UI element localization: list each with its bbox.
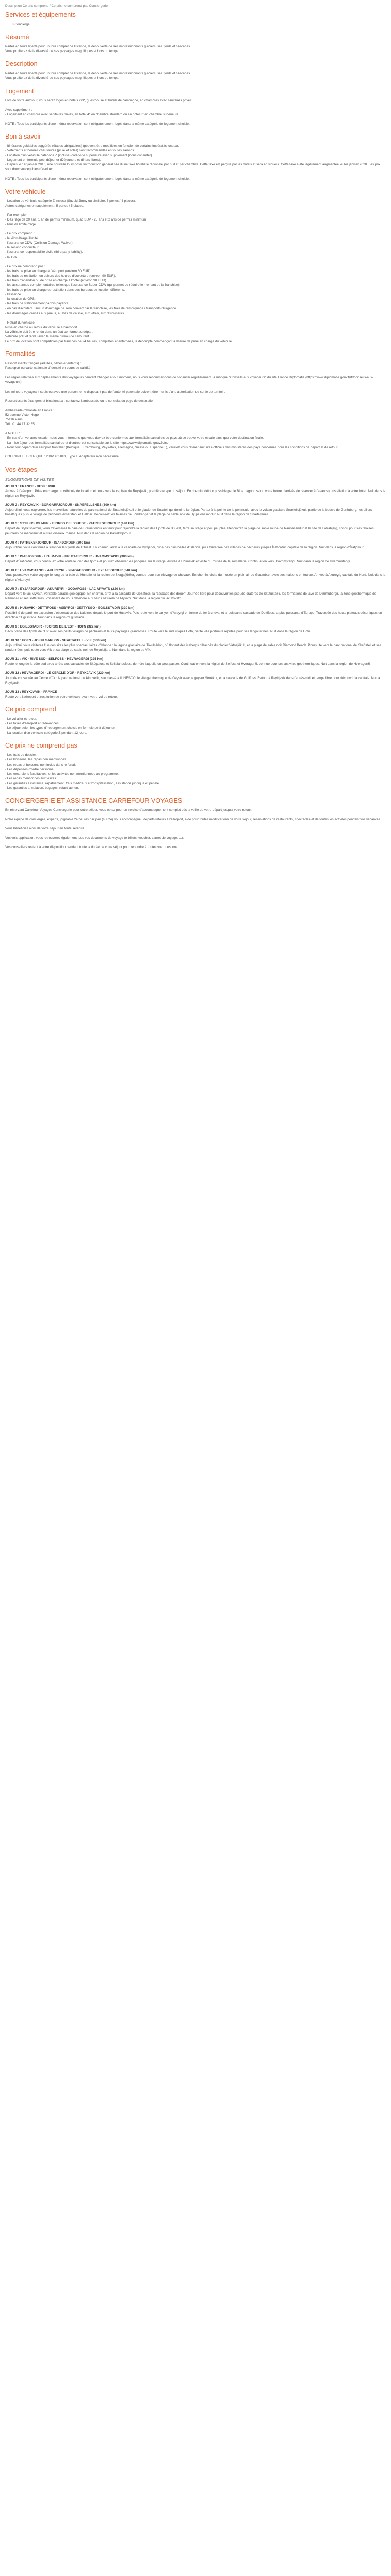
service-item: ● Concierge: [12, 22, 386, 27]
text-line: - les frais de restitution en dehors des heures d'ouverture (environ 90 EUR).: [5, 274, 116, 278]
day-body: Aujourd'hui, vous visiterez l'un des sites les plus spectaculaires d'Islande : la lagune glaciaire de Jökulsárlón, où flottent des icebergs détachés du glacier Vatnajökull, et la plage de sable noir Diamond Beach. Poursuite vers le parc national de Skaftafell et ses randonnées, puis route vers Vík et sa plage de sable noir de Reynisfjara. Nuit dans la région de Vík.: [5, 643, 381, 652]
comprend-text: [5, 717, 386, 735]
ne-comprend-text: [5, 753, 386, 790]
etapes-title: Vos étapes: [5, 466, 37, 473]
day-title: JOUR 9 : EGILSSTADIR - FJORDS DE L'EST - HOFN (322 km): [5, 624, 101, 629]
description-title: Description: [5, 60, 38, 68]
text-line: [5, 831, 386, 836]
day-body: Arrivée à l'aéroport. Prise en charge du véhicule de location et route vers la capitale de Reykjavik, première étape du séjour. En chemin, détour possible par le Blue Lagoon selon votre heure d'arrivée (le réserver à l'avance). Installation à votre hôtel. Nuit dans la région de Reykjavik.: [5, 489, 386, 498]
day-body: Départ d'Ísafjörður, vous continuez votre route le long des fjords et pourrez observer les phoques sur le rivage. Arrivée à Hólmavík et visite du musée de la sorcellerie. Continuation vers Hvammstangi. Nuit dans la région de Hvammstangi.: [5, 559, 351, 563]
text-line: Prise en charge au retour du véhicule à l'aéroport.: [5, 325, 78, 329]
text-line: - Les repas mentionnés aux visites.: [5, 776, 57, 781]
text-line: - le second conducteur.: [5, 246, 40, 250]
day-body: Aujourd'hui, vous continuez à sillonner les fjords de l'Ouest. En chemin, arrêt à la cascade de Dynjandi, l'une des plus belles d'Islande, puis traversée des villages de pêcheurs jusqu'à Ísafjörður, capitale de la région. Nuit dans la région d'Ísafjörður.: [5, 545, 365, 549]
page-description: Description Ce prix comprend / Ce prix ne comprend pas Conciergerie: [5, 4, 108, 8]
product-page: [0, 0, 391, 850]
text-line: [5, 822, 386, 826]
text-line: - Le vol aller et retour.: [5, 717, 37, 721]
text-line: - les frais d'abandon ou de prise en charge à l'hôtel (environ 90 EUR).: [5, 278, 107, 282]
day-body: Vous poursuivez votre voyage le long de la baie de Húnaflói et la région de Skagafjörður, connue pour son élevage de chevaux. En chemin, visite du musée en plein air de Glaumbær avec ses maisons en tourbe. Arrivée à Akureyri, capitale du Nord. Nuit dans la région d'Akureyri.: [5, 573, 386, 582]
text-line: [5, 117, 386, 122]
text-line: Notre équipe de concierges, experts, joignable 24 heures par jour (sur 24) vous accompagne : départs/retours à l'aéroport, aide pour toutes modifications de votre séjour, réservations de restaurants, spectacles et de toutes les activités pendant vos vacances.: [5, 818, 381, 822]
itinerary-day: [5, 521, 386, 535]
day-body: Départ vers le lac Mývatn, véritable paradis géologique. En chemin, arrêt à la cascade de Goðafoss, la "cascade des dieux". Journée libre pour découvrir les pseudo-cratères de Skútustaðir, les formations de lave de Dimmuborgir, la zone géothermique de Námafjall et ses solfatares. Possibilité de vous détendre aux bains naturels de Mývatn. Nuit dans la région du lac Mývatn.: [5, 592, 377, 601]
day-body: Possibilité de partir en excursion d'observation des baleines depuis le port de Húsavík. Puis route vers le canyon d'Ásbyrgi en forme de fer à cheval et la puissante cascade de Dettifoss, la plus puissante d'Europe. Traversée des hauts plateaux désertiques en direction d'Egilsstaðir. Nuit dans la région d'Egilsstaðir.: [5, 611, 382, 619]
day-body: Route le long de la côte sud avec arrêts aux cascades de Skógafoss et Seljalandsfoss, derrière laquelle on peut passer. Continuation vers la région de Selfoss et Hveragerði, connue pour ses activités géothermiques. Nuit dans la région de Hveragerði.: [5, 662, 371, 666]
text-line: - l'essence.: [5, 293, 22, 297]
text-line: Partez en toute liberté pour un tour complet de l'Islande, la découverte de ses impressionnants glaciers, ses fjords et cascades.: [5, 45, 191, 49]
text-line: 75116 Paris: [5, 417, 23, 421]
itinerary-day: [5, 606, 386, 620]
text-line: - l'assurance responsabilité civile (third party liability).: [5, 250, 83, 255]
comprend-title: Ce prix comprend: [5, 705, 56, 713]
text-line: - En cas d'un vol avec escale, nous vous informons que vous devrez être conformes aux formalités sanitaires du pays où se trouve votre escale ainsi que votre destination finale.: [5, 436, 264, 440]
text-line: - le kilométrage illimité.: [5, 236, 39, 241]
vehicule-title: Votre véhicule: [5, 188, 46, 195]
text-line: [5, 840, 386, 845]
itinerary-day: [5, 568, 386, 582]
text-line: NOTE : Tous les participants d'une même réservation sont obligatoirement logés dans la même catégorie de logement choisie.: [5, 177, 190, 181]
text-line: [5, 103, 386, 108]
text-line: [5, 316, 386, 320]
text-line: - Depuis le 1er janvier 2016, une nouvelle loi impose l'introduction généralisée d'une taxe hôtelière régionale par nuit et par chambre. Cette taxe est perçue par les hôtels et sera en vigueur. Cette taxe a été légèrement augmentée le 1er janvier 2020. Les prix sont donc susceptibles d'évoluer.: [5, 163, 381, 172]
text-line: Vos conseillers restent à votre disposition pendant toute la durée de votre séjour pour répondre à toutes vos questions.: [5, 845, 179, 850]
itinerary-day: [5, 657, 386, 666]
text-line: [5, 172, 386, 177]
text-line: - les frais de stationnement parfois payants.: [5, 302, 69, 306]
text-line: - La mise à jour des formalités sanitaires et d'entrée est consultable sur le site https://www.diplomatie.gouv.fr/fr/.: [5, 441, 168, 445]
formalites-title: Formalités: [5, 350, 36, 358]
text-line: Partez en toute liberté pour un tour complet de l'Islande, la découverte de ses impressionnants glaciers, ses fjords et cascades.: [5, 72, 191, 76]
day-title: JOUR 12 : HEVRAGERDI - LE CERCLE D'OR - REYKJAVIK (220 km): [5, 671, 110, 675]
day-title: JOUR 13 : REYKJAVIK - FRANCE: [5, 690, 57, 694]
day-title: JOUR 8 : HUSAVIK - DETTIFOSS - ASBYRGI - GETTYSGO - EGILSSTADIR (320 km): [5, 606, 135, 610]
text-line: Vous profiterez de la diversité de ses paysages magnifiques et hors du temps.: [5, 76, 119, 80]
text-line: Avec supplément :: [5, 108, 32, 112]
resume-title: Résumé: [5, 33, 29, 41]
text-line: Passeport ou carte nationale d'identité en cours de validité.: [5, 366, 92, 370]
itinerary-day: [5, 554, 386, 564]
itinerary-day: [5, 540, 386, 550]
itinerary-day: [5, 690, 386, 699]
services-title: Services et équipements: [5, 11, 76, 19]
text-line: [5, 812, 386, 817]
text-line: - Les taxes d'aéroport et redevances.: [5, 722, 60, 726]
services-list: [5, 22, 386, 27]
text-line: - les frais de prise en charge à l'aéroport (environ 30 EUR).: [5, 269, 92, 273]
text-line: - Le prix comprend :: [5, 232, 35, 236]
logement-text: [5, 98, 386, 126]
text-line: - Les frais de dossier.: [5, 753, 37, 757]
text-line: La véhicule doit être rendu dans un état conforme au départ.: [5, 330, 94, 334]
day-body: Découverte des fjords de l'Est avec ses petits villages de pêcheurs et leurs paysages grandioses. Route vers le sud jusqu'à Höfn, petite ville portuaire réputée pour ses langoustines. Nuit dans la région de Höfn.: [5, 629, 312, 633]
day-title: JOUR 2 : REYKJAVIK - BORGARFJORDUR - SNAEFELLSNES (300 km): [5, 503, 116, 507]
text-line: - Location de véhicule catégorie Z incluse (Suzuki Jimny ou similaire, 5 portes / 4 places).: [5, 199, 136, 203]
text-line: [5, 427, 386, 431]
text-line: Les mineurs voyageant seuls ou avec une personne ne disposant pas de l'autorité parentale doivent être munis d'une autorisation de sortie de territoire.: [5, 389, 227, 394]
day-body: Journée consacrée au Cercle d'Or : le parc national de Þingvellir, site classé à l'UNESCO, le site géothermique de Geysir avec le geyser Strokkur, et la cascade de Gullfoss. Retour à Reykjavik dans l'après-midi et temps libre pour découvrir la capitale. Nuit à Reykjavik.: [5, 676, 380, 685]
text-line: [5, 394, 386, 399]
description-text: [5, 71, 386, 80]
text-line: - Par exemple :: [5, 213, 28, 217]
text-line: Les règles relatives aux déplacements des voyageurs peuvent changer à tout moment, nous vous recommandons de consulter régulièrement la rubrique "Conseils aux voyageurs" du site France Diplomatie (https://www.diplomatie.gouv.fr/fr/conseils-aux-voyageurs).: [5, 376, 373, 384]
text-line: - Vêtements et bonnes chaussures (pluie et soleil) sont recommandés en toutes saisons.: [5, 149, 135, 153]
text-line: A NOTER :: [5, 432, 22, 436]
text-line: - la TVA.: [5, 255, 18, 259]
bon-savoir-text: [5, 144, 386, 181]
text-line: [5, 450, 386, 454]
text-line: Vous profiterez de la diversité de ses paysages magnifiques et hors du temps.: [5, 49, 119, 54]
ne-comprend-title: Ce prix ne comprend pas: [5, 742, 77, 750]
text-line: Véhicule prêt et rendu avec le même niveau de carburant.: [5, 334, 90, 338]
text-line: Ressortissants étrangers et binationaux : contactez l'ambassade ou le consulat du pays de destination.: [5, 399, 156, 403]
text-line: [5, 403, 386, 408]
itinerary-day: [5, 624, 386, 634]
text-line: - Logement en chambre avec sanitaires privés, en hôtel 4* en chambre standard ou en hôtel 3* en chambre supérieure.: [5, 112, 180, 116]
text-line: COURANT ELECTRIQUE : 230V et 50Hz, Type F. Adaptateur non nécessaire.: [5, 455, 120, 459]
text-line: - Les dépenses d'ordre personnel.: [5, 767, 55, 771]
resume-text: [5, 44, 386, 54]
text-line: - Pour tout départ d'un aéroport frontalier (Belgique, Luxembourg, Pays-Bas, Allemagne, Suisse ou Espagne...), veuillez vous référer aux sites officiels des ministères des pays concernés pour les conditions de départ et de retour.: [5, 446, 338, 450]
text-line: [5, 370, 386, 375]
itinerary-days: [5, 484, 386, 699]
logement-title: Logement: [5, 87, 34, 95]
text-line: - Logement en formule petit déjeuner (Déjeuners et dîners libres).: [5, 158, 101, 162]
vehicule-text: [5, 199, 386, 344]
bon-savoir-title: Bon à savoir: [5, 132, 41, 140]
text-line: - Itinéraires guidables suggérés (étapes obligatoires) (peuvent être modifiées en fonction de certains impératifs locaux).: [5, 144, 180, 148]
text-line: - Retrait du véhicule :: [5, 320, 37, 325]
text-line: Vous bénéficiez ainsi de votre séjour en toute sérénité.: [5, 827, 85, 831]
itinerary-day: [5, 503, 386, 517]
text-line: Ressortissants français (adultes, bébés et enfants) :: [5, 362, 82, 366]
etapes-subtitle: SUGGESTIONS DE VISITES: [5, 477, 54, 482]
text-line: - les dommages causés aux pneus, au bas de caisse, aux vitres, aux rétroviseurs.: [5, 311, 125, 315]
text-line: - Les garanties assistance, rapatriement, frais médicaux et l'hospitalisation, assistance juridique et pénale.: [5, 781, 160, 785]
day-title: JOUR 10 : HOFN - JOKULSARLON - SKAFTAFELL - VIK (300 km): [5, 639, 106, 642]
text-line: - Le prix ne comprend pas :: [5, 264, 45, 268]
itinerary-day: [5, 587, 386, 601]
text-line: - La location d'un véhicule catégorie Z pendant 12 jours.: [5, 731, 87, 735]
text-line: - Plus de limite d'âge.: [5, 222, 37, 226]
text-line: Autres catégories en supplément : 5 portes / 5 places.: [5, 204, 84, 208]
text-line: - Les garanties annulation, bagages, retard aérien.: [5, 786, 79, 790]
text-line: Tél : 01 44 17 32 85: [5, 422, 35, 426]
text-line: - les frais de prise en charge et restitution dans des bureaux de location différents.: [5, 288, 125, 292]
text-line: - l'assurance CDW (Collision Damage Waiver).: [5, 241, 74, 245]
formalites-text: [5, 361, 386, 459]
text-line: 52 avenue Victor Hugo: [5, 413, 39, 417]
text-line: - Les boissons, les repas non mentionnés.: [5, 758, 67, 762]
day-title: JOUR 6 : HVAMMSTANGI - AKUREYRI - SKAGAFJORDUR - EYJAFJORDUR (340 km): [5, 568, 137, 572]
day-body: Départ de Stykkishólmur, vous traverserez la baie de Breiðafjörður en ferry pour rejoindre la région des Fjords de l'Ouest, terre sauvage et peu peuplée. Découvrez la plage de sable rouge de Rauðasandur et le site de Látrabjarg, connu pour ses falaises peuplées de macareux et autres oiseaux marins. Nuit dans la région de Patreksfjörður.: [5, 527, 374, 535]
text-line: - Les excursions facultatives, et les activités non mentionnées au programme.: [5, 772, 119, 776]
itinerary-day: [5, 638, 386, 652]
day-title: JOUR 1 : FRANCE - REYKJAVIK: [5, 484, 56, 488]
text-line: - la location de GPS.: [5, 297, 36, 301]
day-body: Aujourd'hui, vous explorerez les merveilles naturelles du parc national de Snaefellsjökull et le glacier de Snæfell qui domine la région. Partez à la pointe de la péninsule, avec le volcan glaciaire Snæfellsjökull, partie de la boucle de Gerðuberg, les piliers basaltiques puis le village de pêcheurs Arnarstapi et Hellnar. Découvrez les falaises de Lóndrangar et la plage de sable noir de Djúpalónssandur. Nuit dans la région de Snæfellsnes.: [5, 508, 372, 517]
day-body: Route vers l'aéroport et restitution de votre véhicule avant votre vol de retour.: [5, 694, 118, 699]
text-line: NOTE : Tous les participants d'une même réservation sont obligatoirement logés dans la même catégorie de logement choisie.: [5, 122, 190, 126]
text-line: - Le séjour selon les types d'hébergement choisis en formule petit déjeuner.: [5, 726, 116, 731]
day-title: JOUR 5 : ISAFJORDUR - HOLMAVIK - HRUTAFJORDUR - HVAMMSTANGI (380 km): [5, 554, 134, 558]
text-line: Ambassade d'Islande en France :: [5, 408, 55, 412]
day-title: JOUR 7 : EYJAFJORDUR - AKUREYRI - GODAFOSS - LAC MYVATN (220 km): [5, 587, 125, 591]
conciergerie-title: CONCIERGERIE ET ASSISTANCE CARREFOUR VOYAGES: [5, 797, 183, 805]
text-line: [5, 208, 386, 213]
itinerary-day: [5, 671, 386, 685]
text-line: - Dès l'âge de 20 ans, 1 an de permis minimum, quad SUV - 25 ans et 2 ans de permis minimum: [5, 217, 146, 222]
text-line: Le prix de location sont compatibles par tranches de 24 heures, complètes et entamées, le décompte commençant à l'heure de prise en charge du véhicule.: [5, 340, 233, 344]
text-line: - Les repas et boissons non inclus dans le forfait.: [5, 762, 77, 767]
conciergerie-text: [5, 808, 386, 850]
text-line: [5, 260, 386, 264]
text-line: En réservant Carrefour Voyages Conciergerie pour votre séjour, vous optez pour un service d'accompagnement complet dès la veille de votre départ jusqu'à votre retour.: [5, 808, 252, 812]
text-line: - les assurances complémentaires telles que l'assurance Super CDW (qui permet de réduire le montant de la franchise).: [5, 283, 181, 287]
day-title: JOUR 3 : STYKKISHOLMUR - FJORDS DE L'OUEST - PATREKSFJORDUR (420 km): [5, 522, 134, 526]
text-line: Vos voix application, vous retrouverez également tous vos documents de voyage (e-billets, voucher, carnet de voyage, ...).: [5, 836, 184, 840]
text-line: Lors de votre autotour, vous serez logés en hôtels 2/3*, guesthouse et hôtels de campagne, en chambres avec sanitaires privés.: [5, 98, 193, 103]
text-line: [5, 227, 386, 231]
day-title: JOUR 4 : PATREKSFJORDUR - ISAFJORDUR (200 km): [5, 540, 90, 545]
text-line: - Location d'un véhicule catégorie Z (incluse) catégorie supérieure avec supplément (nous consulter): [5, 154, 152, 158]
day-title: JOUR 11 : VIK - RIVE SUD - SELFOSS - HEVRAGERDI (225 km): [5, 657, 103, 662]
itinerary-day: [5, 484, 386, 498]
text-line: [5, 385, 386, 389]
text-line: - en cas d'accident : aucun dommage ne sera couvert par la franchise, les frais de remorquage / transports d'urgence.: [5, 307, 177, 311]
